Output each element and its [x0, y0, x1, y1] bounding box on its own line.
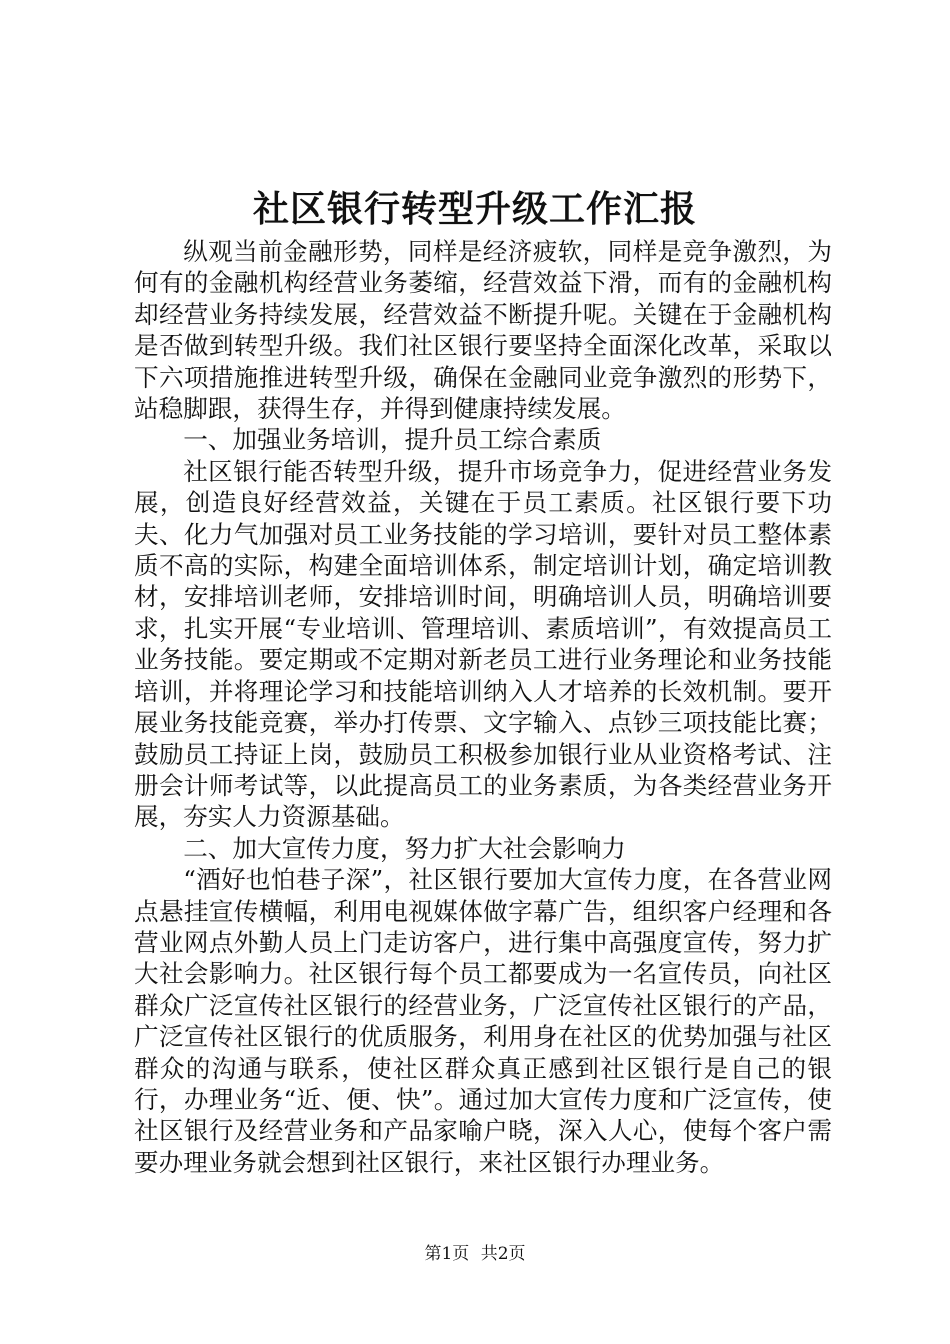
page-number-footer: 第1页 共2页: [424, 1244, 526, 1264]
section-paragraph-2: “酒好也怕巷子深”，社区银行要加大宣传力度，在各营业网点悬挂宣传横幅，利用电视媒体做字幕广告，组织客户经理和各营业网点外勤人员上门走访客户，进行集中高强度宣传，努力扩大社会影响力。社区银行每个员工都要成为一名宣传员，向社区群众广泛宣传社区银行的经营业务，广泛宣传社区银行的产品，广泛宣传社区银行的优质服务，利用身在社区的优势加强与社区群众的沟通与联系，使社区群众真正感到社区银行是自己的银行，办理业务“近、便、快”。通过加大宣传力度和广泛宣传，使社区银行及经营业务和产品家喻户晓，深入人心，使每个客户需要办理业务就会想到社区银行，来社区银行办理业务。: [134, 865, 832, 1177]
document-title: 社区银行转型升级工作汇报: [252, 188, 697, 230]
document-body: [134, 236, 832, 1178]
section-paragraph-1: 社区银行能否转型升级，提升市场竞争力，促进经营业务发展，创造良好经营效益，关键在于员工素质。社区银行要下功夫、化力气加强对员工业务技能的学习培训，要针对员工整体素质不高的实际，构建全面培训体系，制定培训计划，确定培训教材，安排培训老师，安排培训时间，明确培训人员，明确培训要求，扎实开展“专业培训、管理培训、素质培训”，有效提高员工业务技能。要定期或不定期对新老员工进行业务理论和业务技能培训，并将理论学习和技能培训纳入人才培养的长效机制。要开展业务技能竞赛，举办打传票、文字输入、点钞三项技能比赛；鼓励员工持证上岗，鼓励员工积极参加银行业从业资格考试、注册会计师考试等，以此提高员工的业务素质，为各类经营业务开展，夯实人力资源基础。: [134, 456, 832, 832]
section-heading-2: 二、加大宣传力度，努力扩大社会影响力: [183, 833, 626, 863]
intro-paragraph: 纵观当前金融形势，同样是经济疲软，同样是竞争激烈，为何有的金融机构经营业务萎缩，经营效益下滑，而有的金融机构却经营业务持续发展，经营效益不断提升呢。关键在于金融机构是否做到转型升级。我们社区银行要坚持全面深化改革，采取以下六项措施推进转型升级，确保在金融同业竞争激烈的形势下，站稳脚跟，获得生存，并得到健康持续发展。: [134, 237, 832, 424]
section-heading-1: 一、加强业务培训，提升员工综合素质: [183, 425, 602, 455]
